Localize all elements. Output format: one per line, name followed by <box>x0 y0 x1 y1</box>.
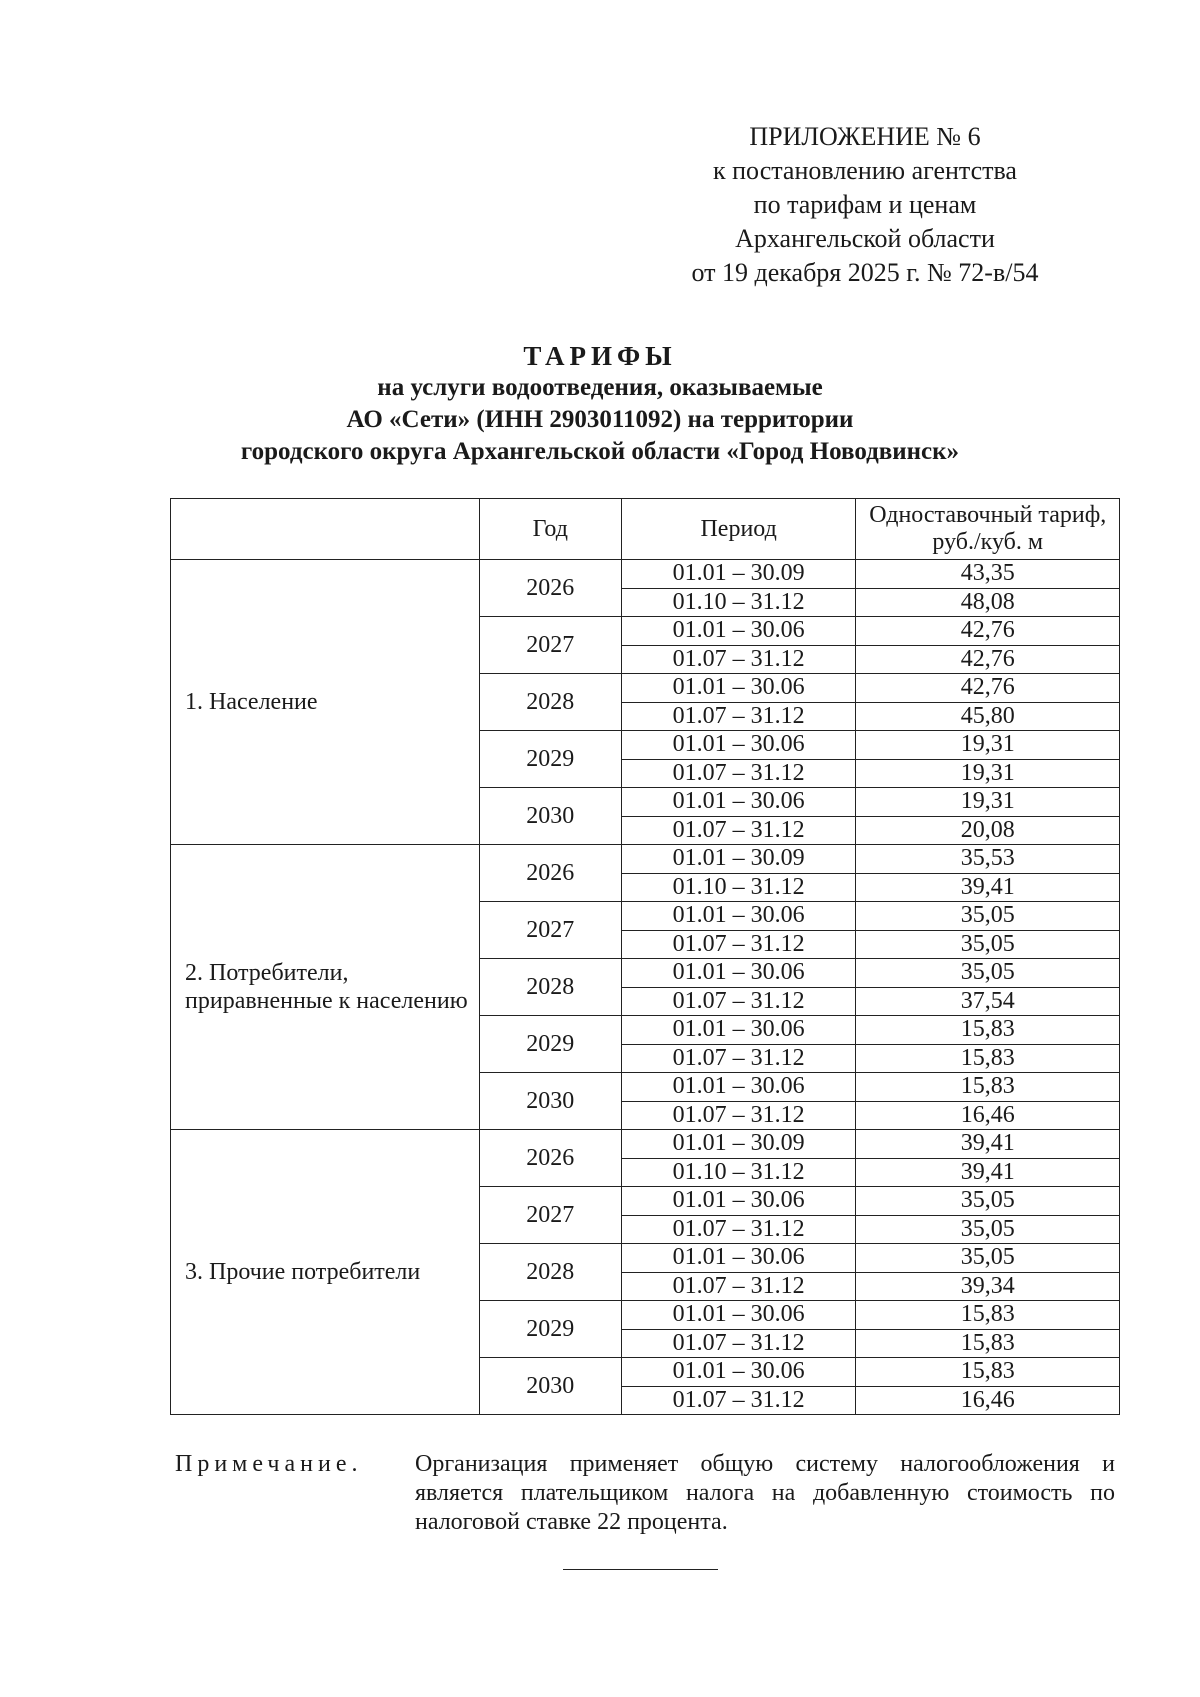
appendix-line: ПРИЛОЖЕНИЕ № 6 <box>749 122 981 151</box>
rate-cell: 43,35 <box>856 560 1120 589</box>
tariff-table-body <box>171 560 1120 1415</box>
period-cell: 01.07 – 31.12 <box>621 1272 856 1301</box>
period-cell: 01.07 – 31.12 <box>621 1386 856 1415</box>
period-cell: 01.07 – 31.12 <box>621 816 856 845</box>
header-rate: Одноставочный тариф, руб./куб. м <box>856 499 1120 560</box>
rate-cell: 39,41 <box>856 1130 1120 1159</box>
note-text: Организация применяет общую систему налогообложения и является плательщиком налога на добавленную стоимость по налоговой ставке 22 процента. <box>415 1451 1115 1535</box>
period-cell: 01.10 – 31.12 <box>621 1158 856 1187</box>
period-cell: 01.01 – 30.06 <box>621 617 856 646</box>
title-line: на услуги водоотведения, оказываемые <box>377 374 823 401</box>
document-title <box>150 340 1050 468</box>
rate-cell: 15,83 <box>856 1016 1120 1045</box>
period-cell: 01.01 – 30.06 <box>621 674 856 703</box>
period-cell: 01.10 – 31.12 <box>621 588 856 617</box>
table-row <box>171 1130 1120 1159</box>
year-cell: 2029 <box>479 1301 621 1358</box>
rate-cell: 16,46 <box>856 1386 1120 1415</box>
rate-cell: 39,41 <box>856 1158 1120 1187</box>
title-main: ТАРИФЫ <box>523 341 677 371</box>
period-cell: 01.01 – 30.06 <box>621 902 856 931</box>
period-cell: 01.07 – 31.12 <box>621 1215 856 1244</box>
period-cell: 01.07 – 31.12 <box>621 645 856 674</box>
title-line: городского округа Архангельской области «Город Новодвинск» <box>240 438 960 465</box>
rate-cell: 19,31 <box>856 759 1120 788</box>
table-row <box>171 560 1120 589</box>
period-cell: 01.01 – 30.09 <box>621 1130 856 1159</box>
period-cell: 01.01 – 30.09 <box>621 845 856 874</box>
rate-cell: 42,76 <box>856 617 1120 646</box>
period-cell: 01.10 – 31.12 <box>621 873 856 902</box>
period-cell: 01.01 – 30.06 <box>621 788 856 817</box>
year-cell: 2026 <box>479 560 621 617</box>
rate-cell: 37,54 <box>856 987 1120 1016</box>
table-row <box>171 845 1120 874</box>
appendix-line: по тарифам и ценам <box>753 190 977 219</box>
period-cell: 01.01 – 30.06 <box>621 959 856 988</box>
category-cell: 2. Потребители, приравненные к населению <box>171 845 480 1130</box>
period-cell: 01.07 – 31.12 <box>621 1329 856 1358</box>
rate-cell: 35,05 <box>856 1215 1120 1244</box>
appendix-line: от 19 декабря 2025 г. № 72-в/54 <box>691 258 1039 287</box>
rate-cell: 39,34 <box>856 1272 1120 1301</box>
year-cell: 2028 <box>479 959 621 1016</box>
year-cell: 2027 <box>479 902 621 959</box>
period-cell: 01.01 – 30.06 <box>621 1358 856 1387</box>
period-cell: 01.07 – 31.12 <box>621 987 856 1016</box>
rate-cell: 35,05 <box>856 902 1120 931</box>
rate-cell: 35,05 <box>856 930 1120 959</box>
period-cell: 01.07 – 31.12 <box>621 930 856 959</box>
year-cell: 2026 <box>479 845 621 902</box>
rate-cell: 42,76 <box>856 674 1120 703</box>
rate-cell: 45,80 <box>856 702 1120 731</box>
rate-cell: 15,83 <box>856 1044 1120 1073</box>
closing-rule <box>563 1569 718 1570</box>
appendix-block <box>660 120 1070 290</box>
rate-cell: 48,08 <box>856 588 1120 617</box>
rate-cell: 35,05 <box>856 959 1120 988</box>
period-cell: 01.01 – 30.06 <box>621 1187 856 1216</box>
rate-cell: 16,46 <box>856 1101 1120 1130</box>
period-cell: 01.01 – 30.06 <box>621 1016 856 1045</box>
year-cell: 2027 <box>479 617 621 674</box>
header-year: Год <box>479 499 621 560</box>
period-cell: 01.07 – 31.12 <box>621 702 856 731</box>
category-cell: 3. Прочие потребители <box>171 1130 480 1415</box>
year-cell: 2027 <box>479 1187 621 1244</box>
year-cell: 2030 <box>479 1073 621 1130</box>
table-header-row <box>171 499 1120 560</box>
header-period: Период <box>621 499 856 560</box>
rate-cell: 15,83 <box>856 1329 1120 1358</box>
rate-cell: 20,08 <box>856 816 1120 845</box>
period-cell: 01.01 – 30.09 <box>621 560 856 589</box>
note-label: Примечание. <box>175 1451 363 1477</box>
rate-cell: 19,31 <box>856 731 1120 760</box>
year-cell: 2029 <box>479 1016 621 1073</box>
rate-cell: 35,05 <box>856 1244 1120 1273</box>
appendix-line: к постановлению агентства <box>713 156 1017 185</box>
header-category <box>171 499 480 560</box>
title-line: АО «Сети» (ИНН 2903011092) на территории <box>346 406 854 433</box>
period-cell: 01.07 – 31.12 <box>621 759 856 788</box>
rate-cell: 35,05 <box>856 1187 1120 1216</box>
period-cell: 01.01 – 30.06 <box>621 731 856 760</box>
period-cell: 01.01 – 30.06 <box>621 1073 856 1102</box>
period-cell: 01.07 – 31.12 <box>621 1044 856 1073</box>
tariff-table <box>170 498 1120 1415</box>
period-cell: 01.01 – 30.06 <box>621 1244 856 1273</box>
rate-cell: 19,31 <box>856 788 1120 817</box>
year-cell: 2030 <box>479 788 621 845</box>
year-cell: 2029 <box>479 731 621 788</box>
rate-cell: 39,41 <box>856 873 1120 902</box>
rate-cell: 15,83 <box>856 1073 1120 1102</box>
year-cell: 2026 <box>479 1130 621 1187</box>
year-cell: 2028 <box>479 674 621 731</box>
rate-cell: 15,83 <box>856 1358 1120 1387</box>
category-cell: 1. Население <box>171 560 480 845</box>
year-cell: 2030 <box>479 1358 621 1415</box>
year-cell: 2028 <box>479 1244 621 1301</box>
rate-cell: 15,83 <box>856 1301 1120 1330</box>
rate-cell: 42,76 <box>856 645 1120 674</box>
appendix-line: Архангельской области <box>735 224 995 253</box>
period-cell: 01.07 – 31.12 <box>621 1101 856 1130</box>
rate-cell: 35,53 <box>856 845 1120 874</box>
period-cell: 01.01 – 30.06 <box>621 1301 856 1330</box>
